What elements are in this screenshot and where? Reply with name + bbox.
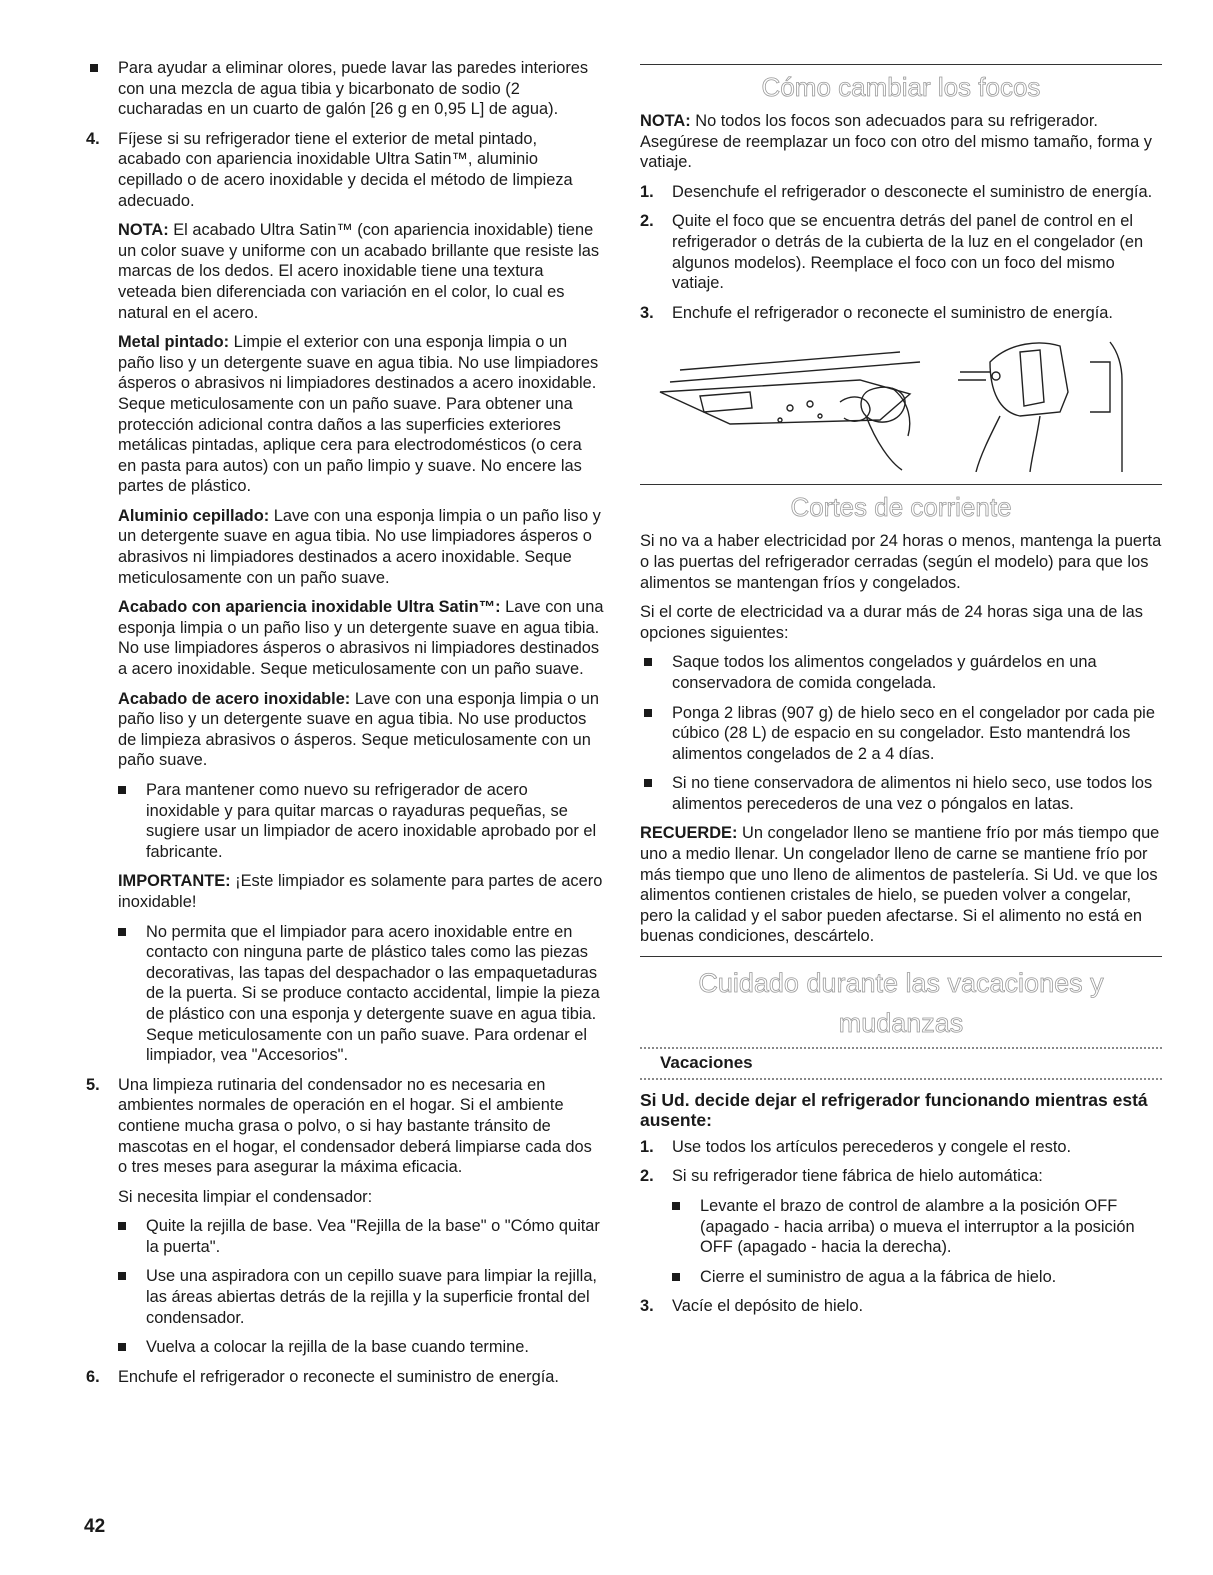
section-divider bbox=[640, 64, 1162, 65]
numbered-step: 1. Use todos los artículos perecederos y congele el resto. bbox=[640, 1137, 1072, 1156]
page-number: 42 bbox=[84, 1516, 106, 1537]
note-paragraph: NOTA: El acabado Ultra Satin™ (con apariencia inoxidable) tiene un color suave y uniforme con un acabado brillante que resiste las marcas de los dedos. El acero inoxidable tiene una textura veteada bien diferenciada con variación en el color, lo cual es natural en el acero. bbox=[118, 221, 600, 322]
section-heading: Cuidado durante las vacaciones y mudanzas bbox=[698, 968, 1104, 1039]
bullet-icon bbox=[644, 658, 652, 666]
bullet-icon bbox=[118, 1343, 126, 1351]
numbered-step: 3. Enchufe el refrigerador o reconecte el suministro de energía. bbox=[640, 303, 1113, 322]
list-item: Saque todos los alimentos congelados y guárdelos en una conservadora de comida congelada. bbox=[640, 652, 1162, 693]
bullet-icon bbox=[672, 1202, 680, 1210]
numbered-step: 6. Enchufe el refrigerador o reconecte el suministro de energía. bbox=[86, 1367, 559, 1386]
section-heading: Cortes de corriente bbox=[790, 492, 1012, 523]
bullet-icon bbox=[672, 1273, 680, 1281]
bullet-icon bbox=[90, 64, 98, 72]
list-item: No permita que el limpiador para acero inoxidable entre en contacto con ninguna parte de plástico tales como las piezas decorativas, las tapas del despachador o las empaquetaduras de la puerta. Si se produce contacto accidental, limpie la pieza de plástico con una esponja y detergente suave en agua tibia. Seque meticulosamente con un paño suave. Para ordenar el limpiador, vea "Accesorios". bbox=[118, 922, 604, 1066]
left-column bbox=[86, 58, 604, 1396]
bullet-icon bbox=[118, 1272, 126, 1280]
dotted-divider bbox=[640, 1078, 1162, 1080]
list-item: Vuelva a colocar la rejilla de la base cuando termine. bbox=[118, 1337, 604, 1358]
dotted-divider bbox=[640, 1047, 1162, 1049]
section-divider bbox=[640, 484, 1162, 485]
numbered-step: 2. Quite el foco que se encuentra detrás del panel de control en el refrigerador o detrás de la cubierta de la luz en el congelador (en algunos modelos). Reemplace el foco con un foco del mismo vatiaje. bbox=[640, 212, 1144, 293]
list-item: Use una aspiradora con un cepillo suave para limpiar la rejilla, las áreas abiertas detrás de la rejilla y la superficie frontal del condensador. bbox=[118, 1266, 604, 1328]
numbered-step: 4. Fíjese si su refrigerador tiene el exterior de metal pintado, acabado con apariencia inoxidable Ultra Satin™, aluminio cepillado o de acero inoxidable y decida el método de limpieza adecuado. NOTA: El acabado Ultra Satin™ (con apariencia inoxidable) tiene un color suave y uniforme con un acabado brillante que resiste las marcas de los dedos. El acero inoxidable tiene una textura veteada bien diferenciada con variación en el color, lo cual es natural en el acero. Metal pintado: Limpie el exterior con una esponja limpia o un paño liso y un detergente suave en agua tibia. No use limpiadores ásperos o abrasivos ni limpiadores destinados a acero inoxidable. Seque meticulosamente con un paño suave. Para obtener una protección adicional contra daños a las superficies exteriores metálicas pintadas, aplique cera para electrodomésticos (o cera en pasta para autos) con un paño limpio y suave. No encere las partes de plástico. Aluminio cepillado: Lave con una esponja limpia o un paño liso y un detergente suave en agua tibia. No use limpiadores ásperos o abrasivos ni limpiadores destinados a acero inoxidable. Seque meticulosamente con un paño suave. Acabado con apariencia inoxidable Ultra Satin™: Lave con una esponja limpia o un paño liso y un detergente suave en agua tibia. No use limpiadores ásperos o abrasivos ni limpiadores destinados a acero inoxidable. Seque meticulosamente con un paño suave. Acabado de acero inoxidable: Lave con una esponja limpia o un paño liso y un detergente suave en agua tibia. No use productos de limpieza abrasivos o ásperos. Seque meticulosamente con un paño suave. Para mantener como nuevo su refrigerador de acero inoxidable y para quitar marcas o rayaduras pequeñas, se sugiere usar un limpiador de acero inoxidable aprobado por el fabricante. IMPORTANTE: ¡Este limpiador es solamente para partes de acero inoxidable! No permita que el limpiador para acero inoxidable entre en contacto con ninguna parte de plástico tales como las piezas decorativas, las tapas del despachador o las empaquetaduras de la puerta. Si se produce contacto accidental, limpie la pieza de plástico con una esponja y detergente suave en agua tibia. Seque meticulosamente con un paño suave. Para ordenar el limpiador, vea "Accesorios". bbox=[86, 129, 604, 1065]
bulb-replacement-illustration bbox=[640, 332, 1162, 472]
light-cover-drawing bbox=[640, 332, 1162, 472]
bullet-icon bbox=[644, 779, 652, 787]
bullet-icon bbox=[118, 786, 126, 794]
numbered-step: 1. Desenchufe el refrigerador o desconecte el suministro de energía. bbox=[640, 182, 1153, 201]
numbered-step: 3. Vacíe el depósito de hielo. bbox=[640, 1297, 864, 1316]
right-column: Cómo cambiar los focos NOTA: No todos los focos son adecuados para su refrigerador. Asegúrese de reemplazar un foco con otro del mismo tamaño, forma y vatiaje. 1. Desenchufe el refrigerador o desconecte el suministro de energía. 2. Quite el foco que se encuentra detrás del panel de control en el refrigerador o detrás de la cubierta de la luz en el congelador (en algunos modelos). Reemplace el foco con un foco del mismo vatiaje. 3. Enchufe el refrigerador o reconecte el suministro de energía. Cortes de corriente Si no va a haber electricidad por 24 horas o menos, mantenga la puerta o las puertas del refrigerador cerradas (según el modelo) para que los alimentos se mantengan fríos y congelados. Si el corte de electricidad va a durar más de 24 horas siga una de las opciones siguientes: Saque todos los alimentos congelados y guárdelos en una conservadora de comida congelada. Ponga 2 libras (907 g) de hielo seco en el congelador por cada pie cúbico (28 L) de espacio en su congelador. Esto mantendrá los alimentos congelados de 2 a 4 días. Si no tiene conservadora de alimentos ni hielo seco, use todos los alimentos perecederos de una vez o póngalos en latas. RECUERDE: Un congelador lleno se mantiene frío por más tiempo que uno a medio llenar. Un congelador lleno de carne se mantiene frío por más tiempo que uno lleno de alimentos de pastelería. Si Ud. ve que los alimentos contienen cristales de hielo, se pueden volver a congelar, pero la calidad y el sabor pueden afectarse. Si el alimento no está en buenas condiciones, descártelo. Cuidado durante las vacaciones y mudanzas Vacaciones Si Ud. decide dejar el refrigerador funcionando mientras está ausente: 1. Use todos los artículos perecederos y congele el resto. 2. Si su refrigerador tiene fábrica de hielo automática: Levante el brazo de control de alambre a la posición OFF (apagado - hacia arriba) o mueva el interruptor a la posición OFF (apagado - hacia la derecha). Cierre el suministro de agua a la fábrica de hielo. 3. Vacíe el depósito de hielo. bbox=[640, 64, 1162, 1326]
section-divider bbox=[640, 956, 1162, 957]
list-item: Si no tiene conservadora de alimentos ni hielo seco, use todos los alimentos perecederos de una vez o póngalos en latas. bbox=[640, 773, 1162, 814]
bullet-icon bbox=[118, 928, 126, 936]
list-item: Ponga 2 libras (907 g) de hielo seco en el congelador por cada pie cúbico (28 L) de espacio en su congelador. Esto mantendrá los alimentos congelados de 2 a 4 días. bbox=[640, 703, 1162, 765]
list-item: Para ayudar a eliminar olores, puede lavar las paredes interiores con una mezcla de agua tibia y bicarbonato de sodio (2 cucharadas en un cuarto de galón [26 g en 0,95 L] de agua). bbox=[86, 58, 604, 120]
bullet-icon bbox=[118, 1222, 126, 1230]
list-item: Cierre el suministro de agua a la fábrica de hielo. bbox=[640, 1267, 1162, 1288]
numbered-step: 2. Si su refrigerador tiene fábrica de hielo automática: bbox=[640, 1167, 1043, 1186]
numbered-step: 5. Una limpieza rutinaria del condensador no es necesaria en ambientes normales de operación en el hogar. Si el ambiente contiene mucha grasa o polvo, o si hay bastante tránsito de mascotas en el hogar, el condensador deberá limpiarse cada dos o tres meses para asegurar la máxima eficacia. Si necesita limpiar el condensador: Quite la rejilla de base. Vea "Rejilla de la base" o "Cómo quitar la puerta". Use una aspiradora con un cepillo suave para limpiar la rejilla, las áreas abiertas detrás de la rejilla y la superficie frontal del condensador. Vuelva a colocar la rejilla de la base cuando termine. bbox=[86, 1075, 604, 1358]
list-item: Para mantener como nuevo su refrigerador de acero inoxidable y para quitar marcas o rayaduras pequeñas, se sugiere usar un limpiador de acero inoxidable aprobado por el fabricante. bbox=[118, 780, 604, 862]
list-item: Quite la rejilla de base. Vea "Rejilla de la base" o "Cómo quitar la puerta". bbox=[118, 1216, 604, 1257]
subsection-title: Vacaciones bbox=[660, 1053, 753, 1073]
bullet-icon bbox=[644, 709, 652, 717]
list-item: Levante el brazo de control de alambre a la posición OFF (apagado - hacia arriba) o mueva el interruptor a la posición OFF (apagado - hacia la derecha). bbox=[640, 1196, 1162, 1258]
subsection-heading: Si Ud. decide dejar el refrigerador funcionando mientras está ausente: bbox=[640, 1089, 1148, 1131]
section-heading: Cómo cambiar los focos bbox=[761, 72, 1041, 102]
